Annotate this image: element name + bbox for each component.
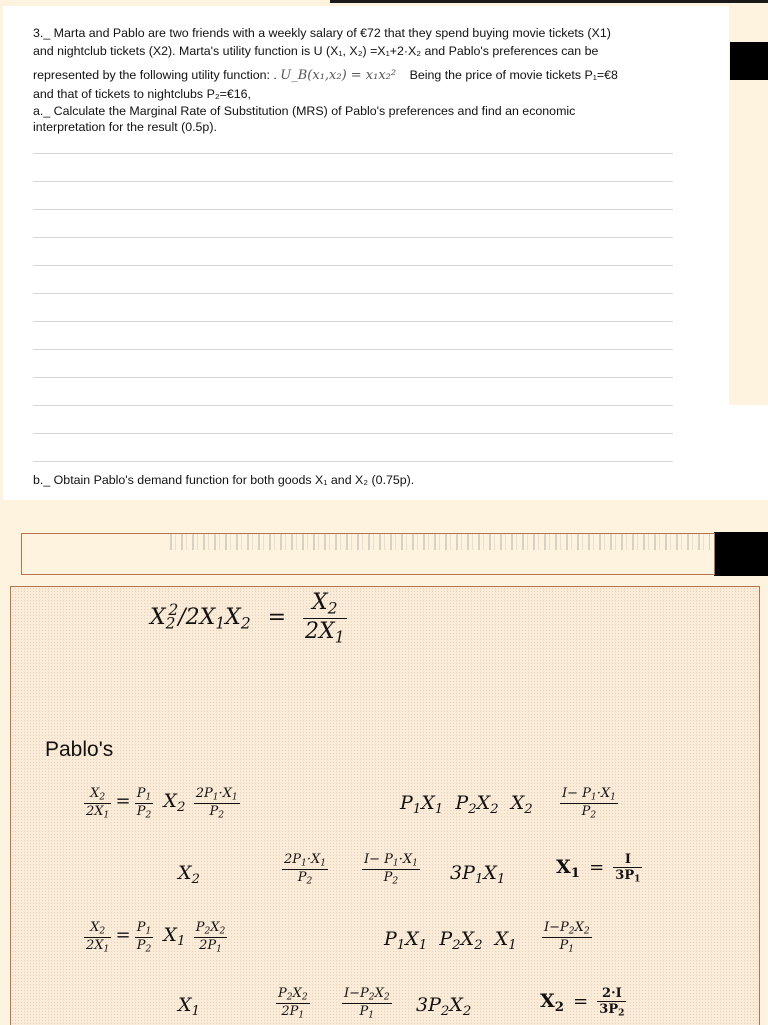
budget-expression-1: $P_1X_1$ $P_2X_2$ $X_2$ bbox=[400, 792, 533, 817]
question-line-2: and nightclub tickets (X2). Marta's utility function is U (X₁, X₂) =X₁+2·X₂ and Pablo's preferences can be bbox=[33, 44, 599, 58]
question-line-3-text: represented by the following utility function: . bbox=[33, 68, 277, 82]
question-line-3 bbox=[33, 68, 618, 83]
answer-line bbox=[33, 405, 673, 406]
answer-line bbox=[33, 349, 673, 350]
fraction-5: $\frac{P_2X_2}{2P_1}$ bbox=[278, 986, 308, 1021]
answer-line bbox=[33, 461, 673, 462]
budget-expression-2: $P_1X_1$ $P_2X_2$ $X_1$ bbox=[384, 928, 517, 953]
x1-label: $X_1$ bbox=[178, 994, 200, 1019]
x2-label: $X_2$ bbox=[178, 862, 200, 887]
top-edge-line bbox=[330, 0, 768, 3]
scan-artifact bbox=[170, 534, 710, 550]
part-b-line: b._ Obtain Pablo's demand function for both goods X₁ and X₂ (0.75p). bbox=[33, 473, 415, 487]
question-line-4: and that of tickets to nightclubs P₂=€16, bbox=[33, 87, 251, 101]
answer-line bbox=[33, 321, 673, 322]
term-3p2x2: $3P_2X_2$ bbox=[416, 994, 472, 1019]
equation-row-1: $\frac{X_2}{2X_1}$ = $\frac{P_1}{P_2}$ $X_2$ $\frac{2P_1\cdot X_1}{P_2}$ bbox=[86, 786, 238, 821]
part-a-line-1: a._ Calculate the Marginal Rate of Substitution (MRS) of Pablo's preferences and find an economic bbox=[33, 104, 576, 118]
fraction-3: $\frac{I- P_1\cdot X_1}{P_2}$ bbox=[364, 852, 418, 887]
equation-row-3: $\frac{X_2}{2X_1}$ = $\frac{P_1}{P_2}$ $X_1$ $\frac{P_2X_2}{2P_1}$ bbox=[86, 920, 226, 955]
demand-x1: $X_1$ = $\frac{I}{3P_1}$ bbox=[556, 852, 641, 885]
answer-line bbox=[33, 265, 673, 266]
fraction-4: $\frac{I-P_2X_2}{P_1}$ bbox=[544, 920, 590, 955]
black-band bbox=[714, 532, 768, 576]
fraction-1: $\frac{I- P_1\cdot X_1}{P_2}$ bbox=[562, 786, 616, 821]
term-3p1x1: $3P_1X_1$ bbox=[450, 862, 506, 887]
fraction-6: $\frac{I-P_2X_2}{P_1}$ bbox=[344, 986, 390, 1021]
fraction-2: $\frac{2P_1\cdot X_1}{P_2}$ bbox=[284, 852, 327, 887]
right-margin-white bbox=[729, 405, 768, 500]
black-margin-bar bbox=[730, 42, 768, 80]
answer-line bbox=[33, 237, 673, 238]
answer-line bbox=[33, 153, 673, 154]
answer-line bbox=[33, 433, 673, 434]
solution-label: Pablo's bbox=[45, 738, 114, 761]
answer-line bbox=[33, 209, 673, 210]
question-line-1: 3._ Marta and Pablo are two friends with a weekly salary of €72 that they spend buying movie tickets (X1) bbox=[33, 26, 611, 40]
answer-line bbox=[33, 293, 673, 294]
mrs-equation: $X_2^2/2X_1X_2$ = $\frac{X_2}{2X_1}$ bbox=[150, 590, 345, 647]
answer-line bbox=[33, 377, 673, 378]
demand-x2: $X_2$ = $\frac{2\cdot I}{3P_2}$ bbox=[540, 986, 625, 1019]
answer-line bbox=[33, 181, 673, 182]
part-a-line-2: interpretation for the result (0.5p). bbox=[33, 120, 217, 134]
question-line-3-tail: Being the price of movie tickets P₁=€8 bbox=[409, 68, 618, 82]
utility-formula: U_B(x₁,x₂) = x₁x₂² bbox=[280, 68, 397, 83]
